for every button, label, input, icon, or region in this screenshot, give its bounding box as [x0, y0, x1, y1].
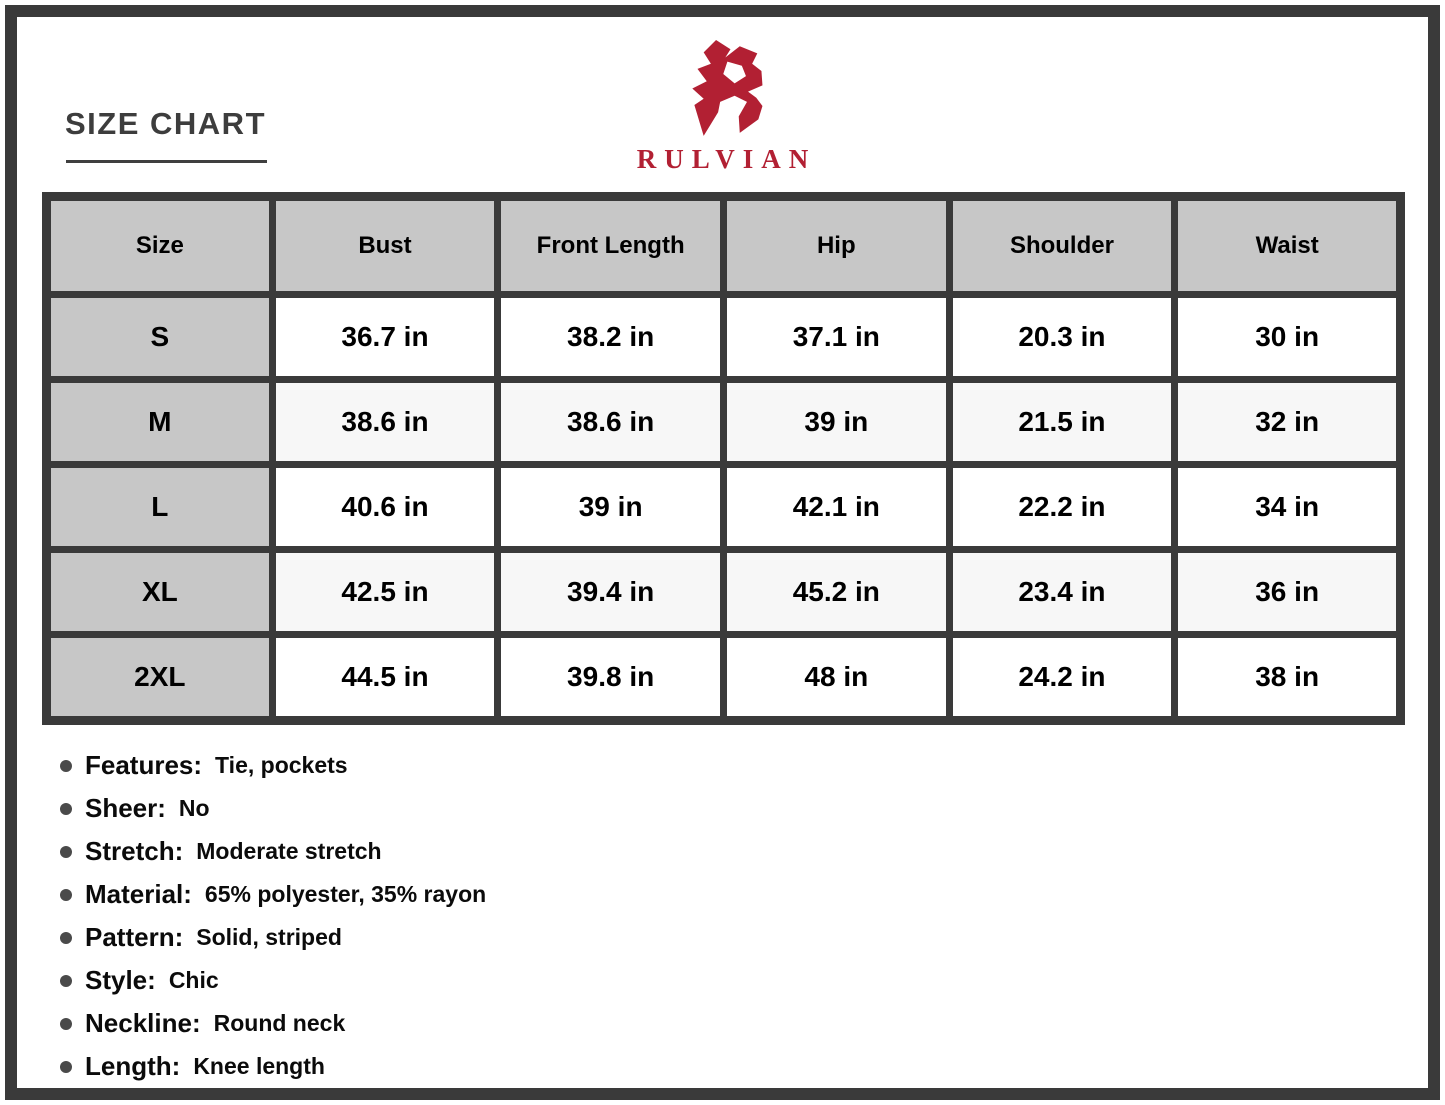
detail-label: Features:: [85, 750, 203, 780]
detail-value: Chic: [168, 967, 219, 993]
column-header-size: Size: [47, 197, 273, 295]
table-row-l: [47, 465, 1401, 550]
table-row-s: [47, 295, 1401, 380]
detail-label: Length:: [85, 1051, 181, 1081]
measurement-cell: 48 in: [723, 635, 949, 721]
size-label-cell: XL: [47, 550, 273, 635]
measurement-cell: 36 in: [1175, 550, 1401, 635]
column-header-waist: Waist: [1175, 197, 1401, 295]
brand-logo: [629, 40, 817, 175]
measurement-cell: 44.5 in: [272, 635, 498, 721]
bullet-dot-icon: [60, 1061, 72, 1073]
detail-item-features: [60, 744, 486, 787]
detail-value: Moderate stretch: [196, 838, 382, 864]
measurement-cell: 30 in: [1175, 295, 1401, 380]
measurement-cell: 24.2 in: [949, 635, 1175, 721]
measurement-cell: 23.4 in: [949, 550, 1175, 635]
bullet-dot-icon: [60, 889, 72, 901]
detail-label: Sheer:: [85, 793, 166, 823]
detail-item-sheer: [60, 787, 486, 830]
table-row-xl: [47, 550, 1401, 635]
measurement-cell: 34 in: [1175, 465, 1401, 550]
detail-value: Knee length: [193, 1053, 325, 1079]
page-title: SIZE CHART: [65, 106, 266, 141]
measurement-cell: 40.6 in: [272, 465, 498, 550]
detail-item-style: [60, 959, 486, 1002]
measurement-cell: 45.2 in: [723, 550, 949, 635]
detail-label: Material:: [85, 879, 192, 909]
measurement-cell: 37.1 in: [723, 295, 949, 380]
measurement-cell: 20.3 in: [949, 295, 1175, 380]
measurement-cell: 38.2 in: [498, 295, 724, 380]
measurement-cell: 39 in: [723, 380, 949, 465]
measurement-cell: 36.7 in: [272, 295, 498, 380]
size-label-cell: L: [47, 465, 273, 550]
table-header-row: [47, 197, 1401, 295]
detail-item-neckline: [60, 1002, 486, 1045]
bullet-dot-icon: [60, 932, 72, 944]
angular-r-monogram-icon: [679, 40, 767, 138]
detail-item-pattern: [60, 916, 486, 959]
detail-value: Round neck: [213, 1010, 346, 1036]
detail-value: Solid, striped: [196, 924, 342, 950]
bullet-dot-icon: [60, 1018, 72, 1030]
table-row-m: [47, 380, 1401, 465]
column-header-front-length: Front Length: [498, 197, 724, 295]
detail-item-stretch: [60, 830, 486, 873]
measurement-cell: 32 in: [1175, 380, 1401, 465]
bullet-dot-icon: [60, 846, 72, 858]
detail-item-material: [60, 873, 486, 916]
table-row-2xl: [47, 635, 1401, 721]
column-header-bust: Bust: [272, 197, 498, 295]
measurement-cell: 39.8 in: [498, 635, 724, 721]
title-underline: [66, 160, 267, 163]
measurement-cell: 21.5 in: [949, 380, 1175, 465]
detail-label: Pattern:: [85, 922, 184, 952]
detail-label: Style:: [85, 965, 156, 995]
bullet-dot-icon: [60, 760, 72, 772]
size-table: [42, 192, 1405, 725]
detail-label: Stretch:: [85, 836, 184, 866]
measurement-cell: 39 in: [498, 465, 724, 550]
size-label-cell: S: [47, 295, 273, 380]
size-label-cell: 2XL: [47, 635, 273, 721]
measurement-cell: 39.4 in: [498, 550, 724, 635]
detail-value: 65% polyester, 35% rayon: [204, 881, 487, 907]
detail-value: No: [178, 795, 210, 821]
brand-name: RULVIAN: [636, 144, 817, 174]
measurement-cell: 38.6 in: [498, 380, 724, 465]
measurement-cell: 22.2 in: [949, 465, 1175, 550]
detail-item-length: [60, 1045, 486, 1088]
measurement-cell: 38.6 in: [272, 380, 498, 465]
column-header-hip: Hip: [723, 197, 949, 295]
measurement-cell: 38 in: [1175, 635, 1401, 721]
bullet-dot-icon: [60, 803, 72, 815]
detail-value: Tie, pockets: [215, 752, 348, 778]
detail-label: Neckline:: [85, 1008, 201, 1038]
bullet-dot-icon: [60, 975, 72, 987]
size-label-cell: M: [47, 380, 273, 465]
measurement-cell: 42.5 in: [272, 550, 498, 635]
product-details-list: [60, 744, 486, 1088]
column-header-shoulder: Shoulder: [949, 197, 1175, 295]
measurement-cell: 42.1 in: [723, 465, 949, 550]
